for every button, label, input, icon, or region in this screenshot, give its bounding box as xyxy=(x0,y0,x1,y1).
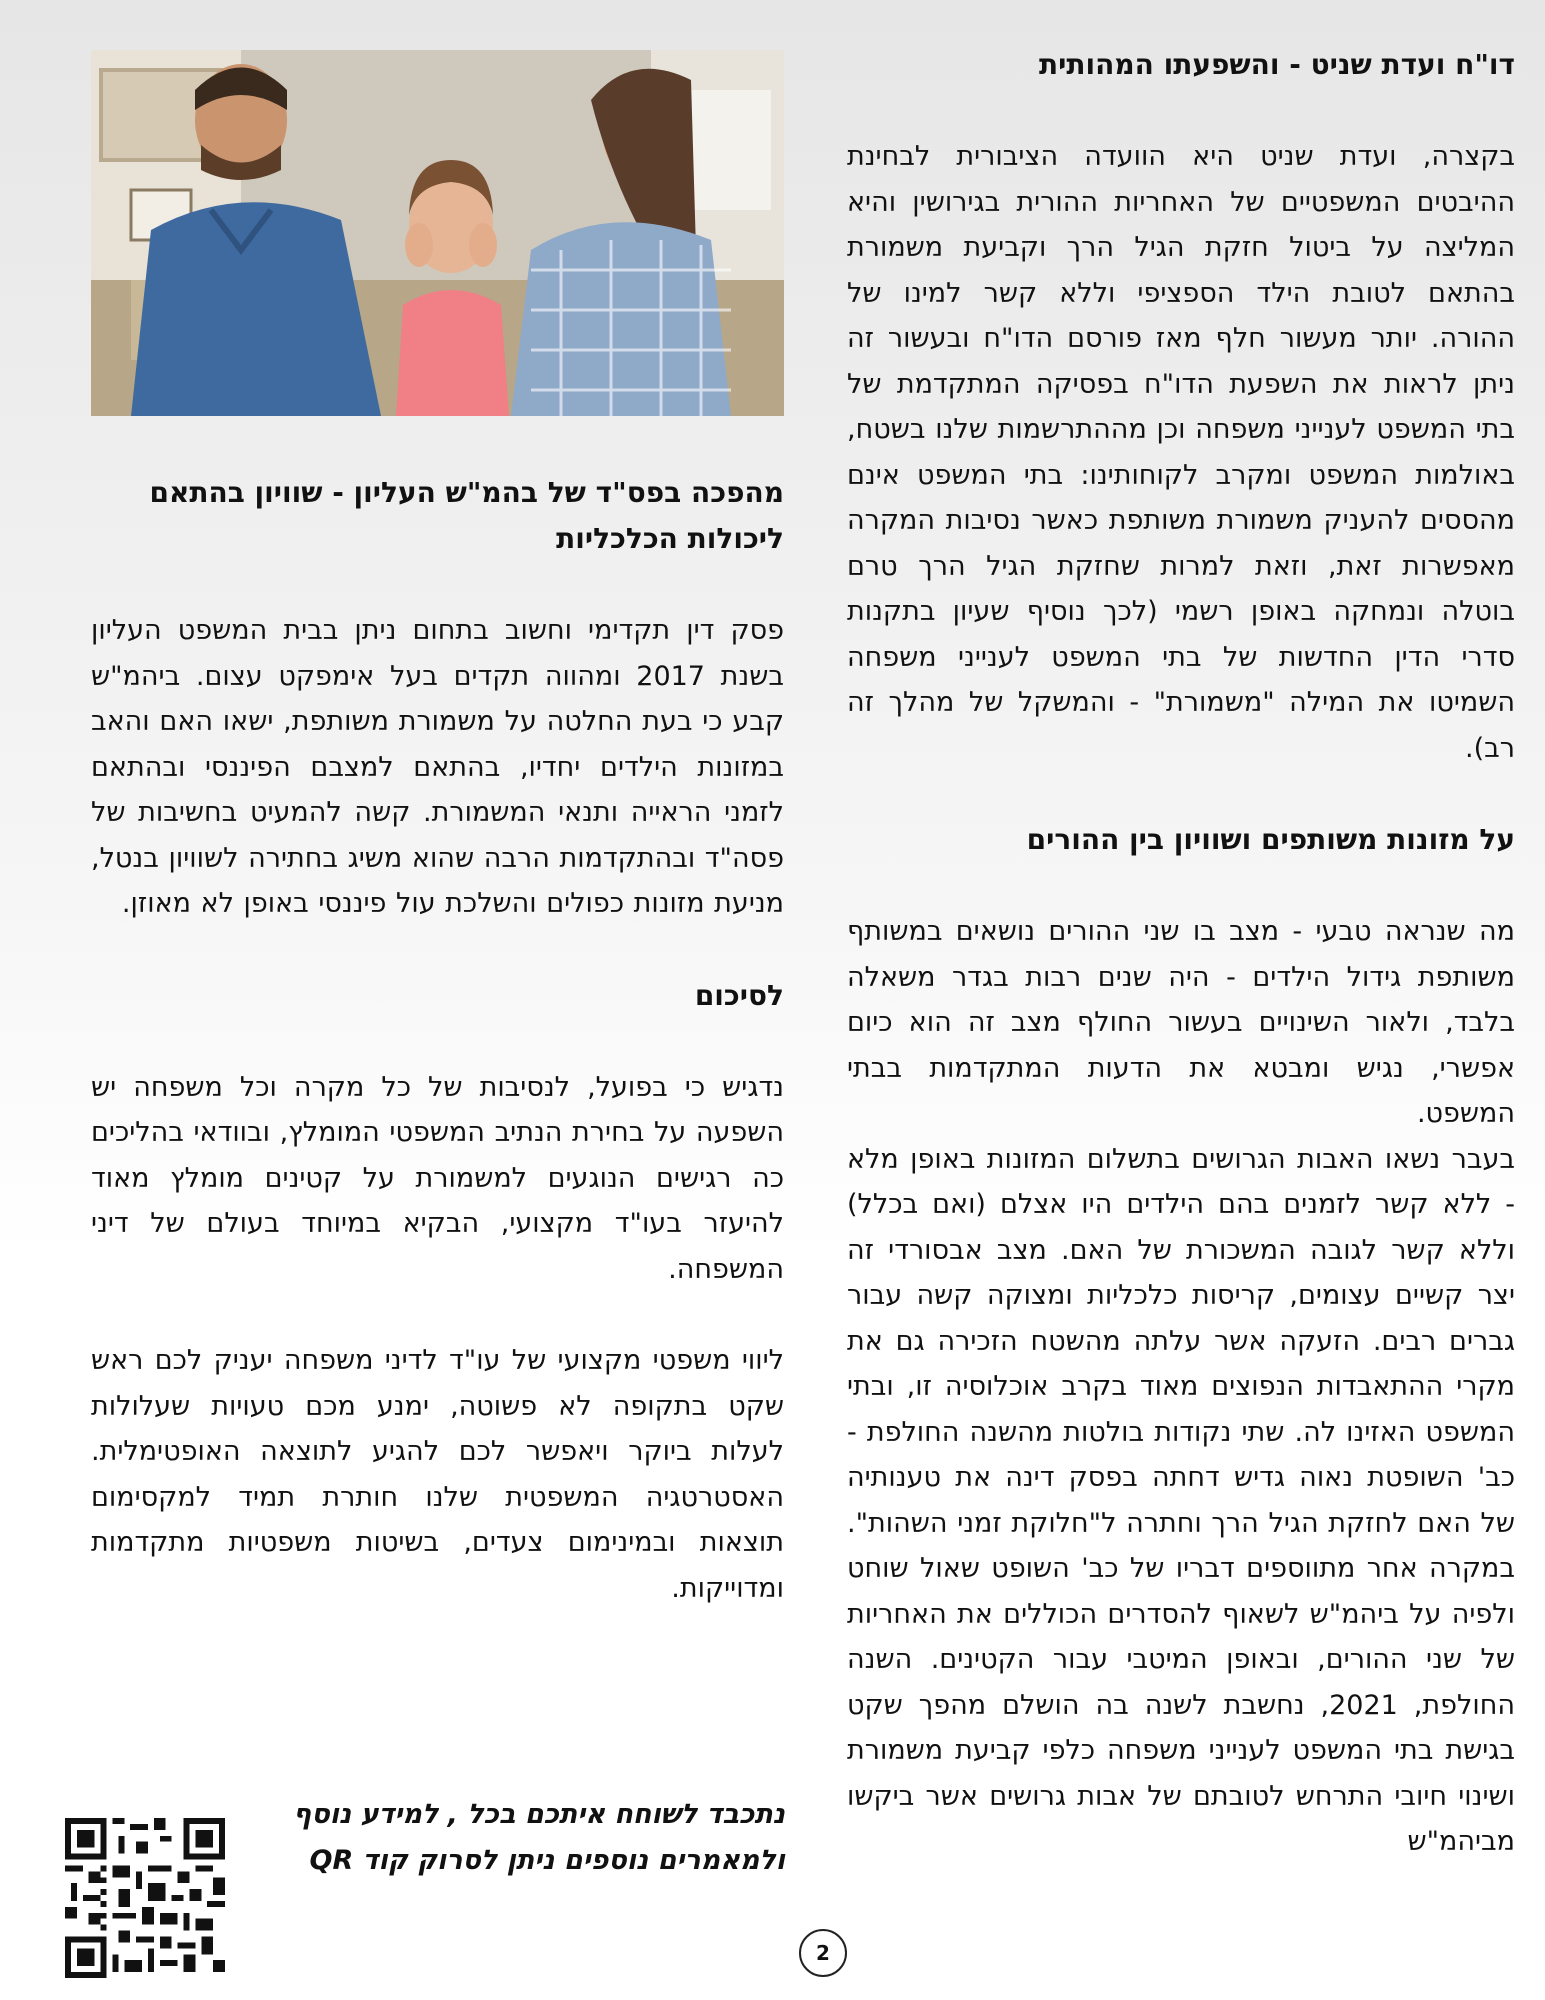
paragraph-legal-support: ליווי משפטי מקצועי של עו"ד לדיני משפחה יעניק לכם ראש שקט בתקופה לא פשוטה, ימנע מכם טעויות שעלולות לעלות ביוקר ויאפשר לכם להגיע לתוצאה האופטימלית. האסטרטגיה המשפטית שלנו חותרת תמיד למקסימום תוצאות ובמינימום צעדים, בשיטות משפטיות מתקדמות ומדוייקות. xyxy=(91,1345,784,1604)
qr-code[interactable] xyxy=(64,1818,226,1978)
family-photo xyxy=(91,50,784,416)
paragraph-schnitt-report: בקצרה, ועדת שניט היא הוועדה הציבורית לבחינת ההיבטים המשפטיים של האחריות ההורית בגירושין והיא המליצה על ביטול חזקת הגיל הרך וקביעת משמורת בהתאם לטובת הילד הספציפי וללא קשר למינו של ההורה. יותר מעשור חלף מאז פורסם הדו"ח ובעשור זה ניתן לראות את השפעת הדו"ח בפסיקה המתקדמת של בתי המשפט לענייני משפחה וכן מההתרשמות שלנו בשטח, באולמות המשפט ומקרב לקוחותינו: בתי המשפט אינם מהססים להעניק משמורת משותפת כאשר נסיבות המקרה מאפשרות זאת, וזאת למרות שחזקת הגיל הרך טרם בוטלה ונמחקה באופן רשמי (לכך נוסיף שעיון בתקנות סדרי הדין החדשות של בתי המשפט לענייני משפחה השמיטו את המילה "משמורת" - והמשקל של מהלך זה רב). xyxy=(847,141,1515,764)
section-heading-shared-alimony: על מזונות משותפים ושוויון בין ההורים xyxy=(1026,823,1515,856)
paragraph-shared-alimony-history: בעבר נשאו האבות הגרושים בתשלום המזונות באופן מלא - ללא קשר לזמנים בהם הילדים היו אצלם (ואם בכלל) וללא קשר לגובה המשכורת של האם. מצב אבסורדי זה יצר קשיים עצומים, קריסות כלכליות ומצוקה קשה עבור גברים רבים. הזעקה אשר עלתה מהשטח הזכירה גם את מקרי ההתאבדות הנפוצים מאוד בקרב אוכלוסיה זו, ובתי המשפט האזינו לה. שתי נקודות בולטות מהשנה החולפת - כב' השופטת נאוה גדיש דחתה בפסק דינה את טענותיה של האם לחזקת הגיל הרך וחתרה ל"חלוקת זמני השהות". במקרה אחר מתווספים דבריו של כב' השופט שאול שוחט ולפיה על ביהמ"ש לשאוף להסדרים הכוללים את האחריות של שני ההורים, ובאופן המיטבי עבור הקטינים. השנה החולפת, 2021, נחשבת לשנה בה הושלם מהפך שקט בגישת בתי המשפט לענייני משפחה כלפי קביעת משמורת ושינוי חיובי התרחש לטובתם של אבות גרושים אשר ביקשו מביהמ"ש xyxy=(847,1143,1515,1857)
section-heading-summary: לסיכום xyxy=(694,978,784,1012)
section-heading-supreme-court: מהפכה בפס"ד של בהמ"ש העליון - שוויון בהתאם ליכולות הכלכליות xyxy=(149,476,784,555)
qr-caption: נתכבד לשוחח איתכם בכל , למידע נוסף ולמאמרים נוספים ניתן לסרוק קוד QR xyxy=(293,1799,785,1876)
paragraph-supreme-court: פסק דין תקדימי וחשוב בתחום ניתן בבית המשפט העליון בשנת 2017 ומהווה תקדים בעל אימפקט עצום. ביהמ"ש קבע כי בעת החלטה על משמורת משותפת, ישאו האם והאב במזונות הילדים יחדיו, בהתאם למצבם הפיננסי ובהתאם לזמני הראייה ותנאי המשמורת. קשה להמעיט בחשיבות של פסה"ד ובהתקדמות הרבה שהוא משיג בחתירה לשוויון בנטל, מניעת מזונות כפולים והשלכת עול פיננסי באופן לא מאוזן. xyxy=(91,615,784,919)
paragraph-shared-alimony-intro: מה שנראה טבעי - מצב בו שני ההורים נושאים במשותף משותפת גידול הילדים - היה שנים רבות בגדר משאלה בלבד, ולאור השינויים בעשור החולף מצב זה הוא כיום אפשרי, נגיש ומבטא את הדעות המתקדמות בבתי המשפט. xyxy=(847,916,1515,1129)
paragraph-summary: נדגיש כי בפועל, לנסיבות של כל מקרה וכל משפחה יש השפעה על בחירת הנתיב המשפטי המומלץ, ובוודאי בהליכים כה רגישים הנוגעים למשמורת על קטינים מומלץ מאוד להיעזר בעו"ד מקצועי, הבקיא במיוחד בעולם של דיני המשפחה. xyxy=(91,1071,784,1285)
left-column xyxy=(91,470,784,1611)
section-heading-schnitt-report: דו"ח ועדת שניט - והשפעתו המהותית xyxy=(1038,48,1515,81)
page-number: 2 xyxy=(799,1929,847,1977)
right-column xyxy=(847,42,1515,1865)
